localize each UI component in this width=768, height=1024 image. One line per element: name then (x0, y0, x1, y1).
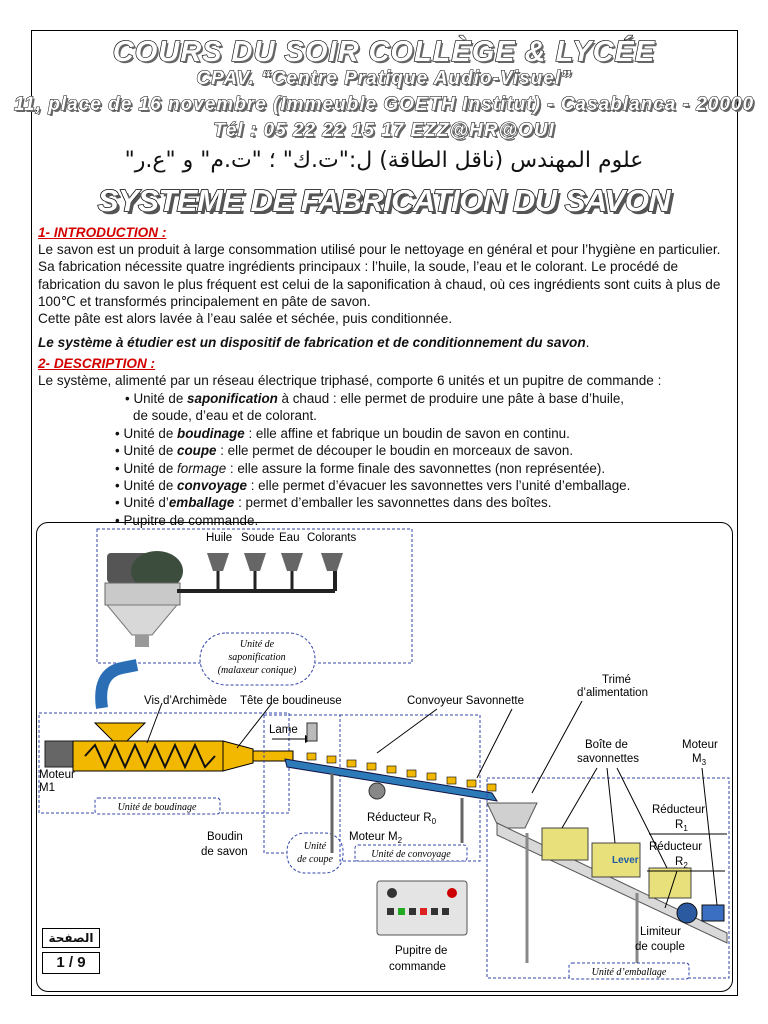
label-reducteur0: Réducteur $R_0$ (367, 812, 437, 826)
leader-moteur3 (702, 768, 717, 905)
unit-name: boudinage (177, 425, 245, 441)
label-soude: Soude (241, 532, 275, 544)
label-vis-archimede: Vis d’Archimède (144, 695, 227, 707)
description-paragraph: Le système, alimenté par un réseau électrique triphasé, comporte 6 unités et un pupitre de commande : (38, 373, 662, 389)
label-pupitre: Pupitre de (395, 945, 448, 957)
unit-name: formage (177, 460, 227, 476)
discharge-pipe (101, 665, 137, 708)
label-unit-boudinage: Unité de boudinage (117, 802, 197, 813)
label-boudin: Boudin (207, 831, 243, 843)
header-school-name: COURS DU SOIR COLLÈGE & LYCÉE (112, 36, 656, 68)
units-list (115, 390, 725, 529)
conveyor-belt (285, 759, 497, 801)
page-number: 1 / 9 (42, 952, 100, 974)
label-boite-2: savonnettes (577, 753, 640, 765)
unit-prefix: Unité de (123, 425, 178, 441)
label-convoyeur: Convoyeur Savonnette (407, 695, 524, 707)
bullet: • (115, 443, 120, 459)
label-boite: Boîte de (585, 739, 628, 751)
list-item (115, 425, 725, 442)
leader-trime (532, 701, 582, 793)
unit-desc: : permet d’emballer les savonnettes dans des boîtes. (234, 495, 552, 511)
label-pupitre-2: commande (389, 961, 446, 973)
extruder (45, 723, 293, 771)
label-moteur1: Moteur (39, 769, 75, 781)
label-moteur3-2: $M_3$ (692, 753, 707, 767)
unit-prefix: Pupitre de commande. (123, 512, 259, 528)
intro-paragraph: Le savon est un produit à large consommation utilisé pour le nettoyage en général et pour l’hygiène en particulier. Sa fabrication nécessite quatre ingrédients principaux : l’huile, la soude, l’eau et le colorant. Le procédé de fabrication du savon le plus fréquent est celui de la saponification à chaud, où ces ingrédients sont cuits à plus de 100℃ et transformés principalement en pâte de savon. (38, 242, 721, 309)
label-reducteur1-2: $R_1$ (675, 819, 688, 833)
intro-section (38, 224, 728, 351)
unit-prefix: Unité d’ (123, 495, 169, 511)
unit-prefix: Unité de (123, 478, 178, 494)
unit-name: saponification (187, 391, 278, 406)
unit-desc: : elle permet d’évacuer les savonnettes vers l’unité d’emballage. (247, 478, 631, 494)
description-title: 2- DESCRIPTION : (38, 356, 156, 371)
list-item (115, 460, 725, 477)
label-reducteur2: Réducteur (649, 841, 703, 853)
label-unit-coupe: Unité (303, 841, 327, 852)
label-limiteur-2: de couple (635, 941, 685, 953)
label-reducteur1: Réducteur (652, 804, 706, 816)
intro-title: 1- INTRODUCTION : (38, 225, 167, 240)
leader-tete (237, 703, 272, 748)
list-item (125, 407, 725, 424)
description-section (38, 355, 728, 389)
label-unit-saponification-3: (malaxeur conique) (217, 665, 297, 676)
document-title: SYSTEME DE FABRICATION DU SAVON (97, 183, 671, 218)
label-unit-convoyage: Unité de convoyage (371, 849, 451, 860)
feed-hopper (487, 803, 537, 828)
bullet: • (115, 425, 120, 441)
list-item (115, 477, 725, 494)
system-diagram-svg (37, 523, 734, 993)
unit-desc: : elle permet de découper le boudin en morceaux de savon. (216, 443, 574, 459)
unit-name: coupe (177, 443, 217, 459)
label-limiteur: Limiteur (640, 926, 681, 938)
bullet: • (115, 460, 120, 476)
unit-prefix: Unité de (123, 443, 178, 459)
leader-convoyeur (377, 709, 437, 753)
list-item (115, 494, 725, 511)
label-moteur2: Moteur $M_2$ (349, 831, 403, 845)
intro-emphasis-line (38, 334, 728, 351)
leader-vis (147, 703, 162, 743)
label-trime: Trimé (602, 674, 631, 686)
blade (307, 723, 317, 741)
bullet: • (125, 391, 130, 406)
bullet: • (115, 478, 120, 494)
header-phone: Tél : 05 22 22 15 17 EZZ@HR@OUI (213, 120, 555, 141)
unit-desc: : elle affine et fabrique un boudin de savon en continu. (244, 425, 570, 441)
unit-prefix: Unité de (133, 391, 188, 406)
unit-desc: à chaud : elle permet de produire une pâte à base d’huile, (277, 391, 624, 406)
unit-desc: : elle assure la forme finale des savonnettes (non représentée). (226, 460, 606, 476)
label-boudin-2: de savon (201, 846, 248, 858)
page-number-box (42, 928, 100, 974)
limiter-coupling (677, 903, 697, 923)
page-label: الصفحة (42, 928, 100, 948)
label-huile: Huile (206, 532, 233, 544)
unit-name: convoyage (177, 478, 248, 494)
label-unit-saponification-2: saponification (228, 652, 286, 663)
intro-paragraph-2: Cette pâte est alors lavée à l’eau salée et séchée, puis conditionnée. (38, 311, 453, 327)
intro-emphasis-end: . (585, 335, 590, 351)
list-item (125, 390, 725, 407)
label-moteur1-2: M1 (39, 782, 55, 794)
label-eau: Eau (279, 532, 300, 544)
header-address: 11, place de 16 novembre (Immeuble GOETH Institut) - Casablanca - 20000 (13, 94, 755, 115)
label-unit-saponification: Unité de (239, 639, 275, 650)
label-trime-2: d’alimentation (577, 687, 648, 699)
arabic-subject-line: علوم المهندس (ناقل الطاقة) ل:"ت.ك" ؛ "ت.م" و "ع.ر" (124, 148, 644, 173)
header-centre-name: CPAV. “Centre Pratique Audio-Visuel” (196, 68, 572, 89)
leader-convoyeur-2 (477, 709, 512, 778)
system-diagram (36, 522, 733, 992)
label-unit-emballage: Unité d’emballage (591, 967, 667, 978)
label-lame: Lame (269, 724, 298, 736)
list-item (115, 442, 725, 459)
motor-m3 (702, 905, 724, 921)
box-brand-label: Lever (612, 855, 639, 866)
unit-name: emballage (168, 495, 235, 511)
label-colorants: Colorants (307, 532, 357, 544)
unit-prefix: Unité de (123, 460, 178, 476)
label-tete-boudineuse: Tête de boudineuse (240, 695, 342, 707)
reducer-r0 (369, 783, 385, 799)
intro-emphasis: Le système à étudier est un dispositif de fabrication et de conditionnement du savon (38, 335, 586, 351)
label-reducteur2-2: $R_2$ (675, 856, 688, 870)
unit-desc: de soude, d’eau et de colorant. (133, 408, 317, 424)
bullet: • (115, 495, 120, 511)
label-unit-coupe-2: de coupe (297, 854, 333, 865)
bullet: • (115, 512, 120, 528)
label-moteur3: Moteur (682, 739, 718, 751)
conical-mixer (105, 551, 183, 647)
ingredient-hoppers (207, 553, 343, 591)
coupe-label-oval (287, 833, 343, 873)
